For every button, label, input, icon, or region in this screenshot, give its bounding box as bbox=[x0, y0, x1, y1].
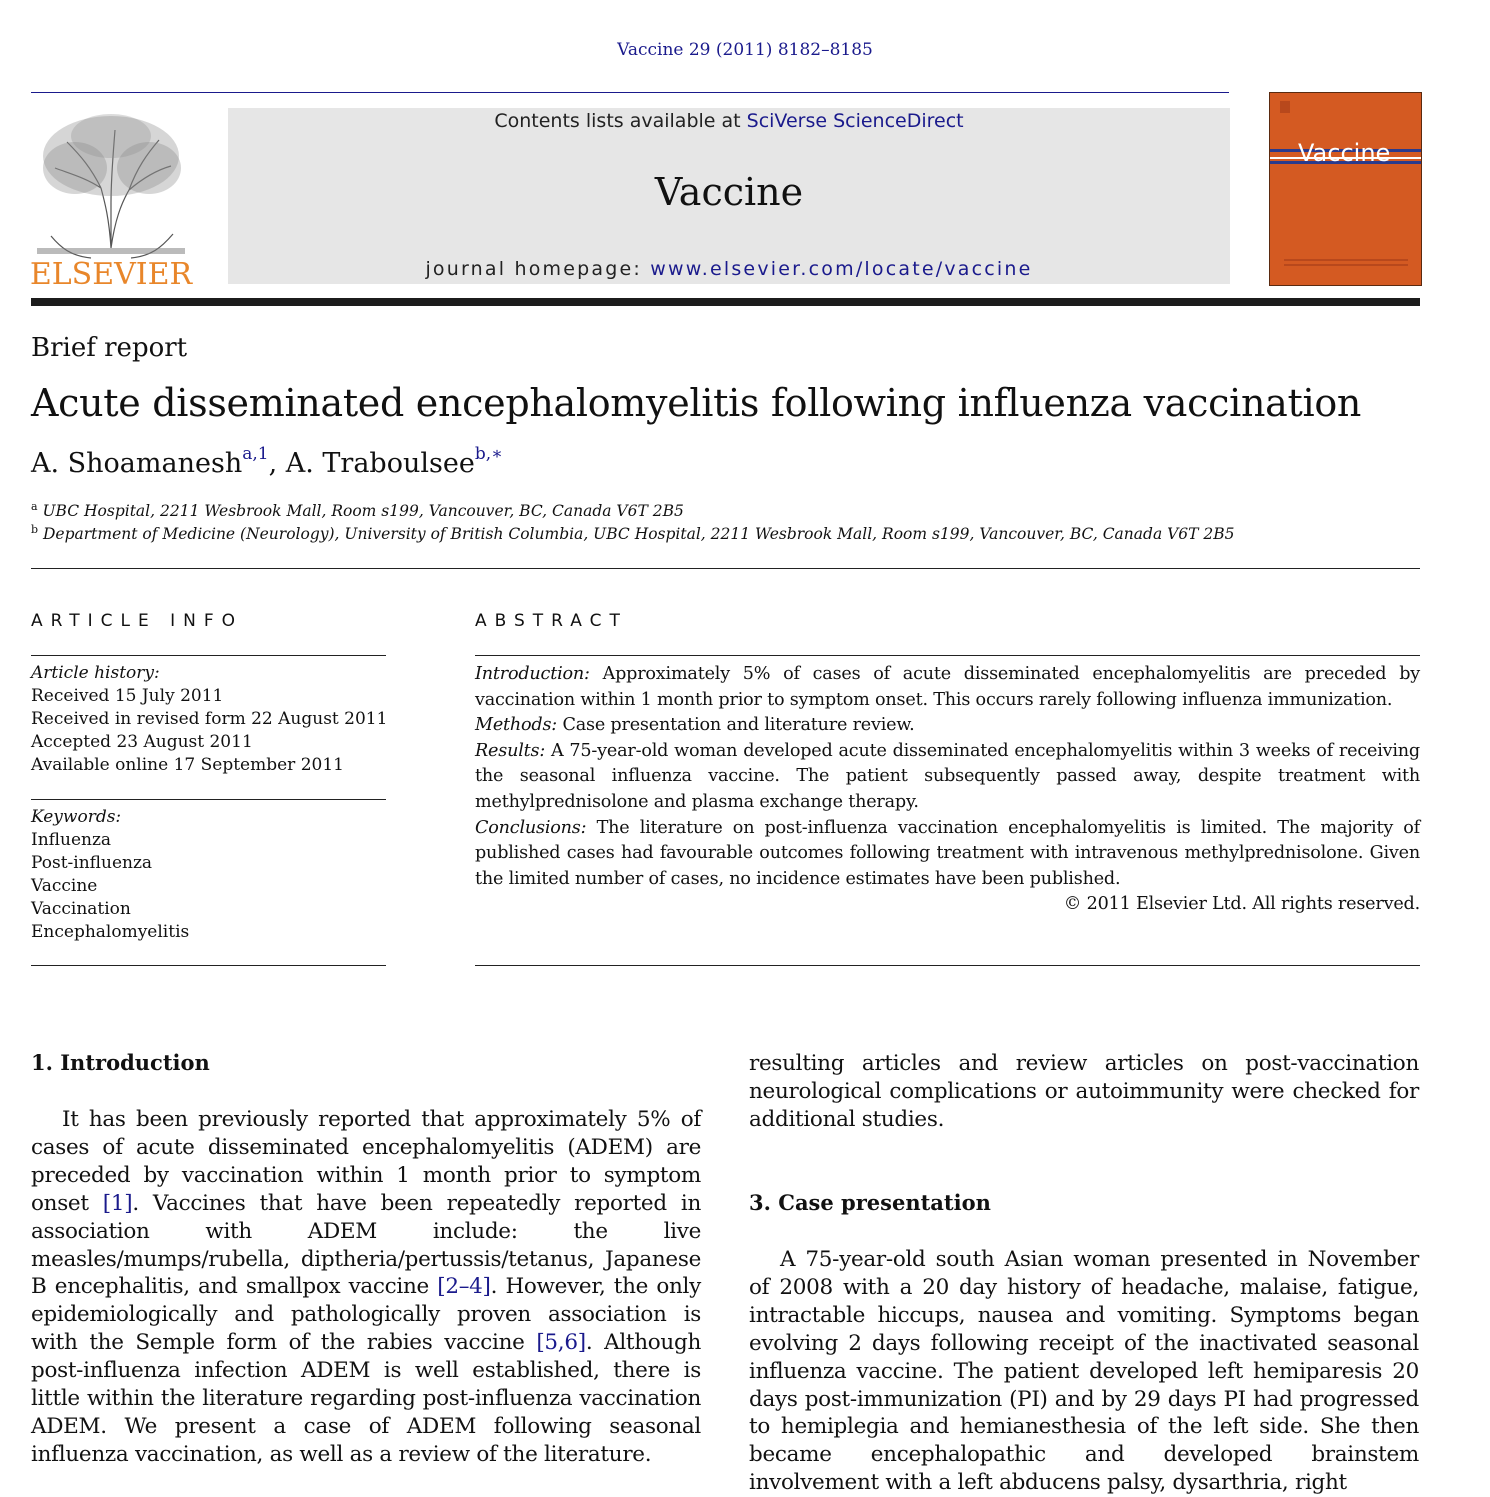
author-list bbox=[31, 444, 503, 479]
affiliation-a bbox=[31, 500, 684, 520]
keyword: Vaccine bbox=[31, 876, 98, 896]
introduction-column bbox=[31, 1106, 701, 1467]
elsevier-wordmark: ELSEVIER bbox=[29, 257, 193, 292]
keywords-block bbox=[31, 806, 189, 944]
intro-text: . Vaccines that have been repeatedly reported in association with ADEM include: the live measles/mumps/rubella, diptheria/pertussis/tetanus, Japanese B encephalitis, and smallpox vaccine bbox=[31, 1190, 701, 1300]
header-top-rule bbox=[31, 92, 1229, 93]
journal-banner bbox=[228, 108, 1230, 284]
abstract-section-label: Conclusions: bbox=[475, 817, 587, 838]
abstract-section-label: Methods: bbox=[475, 715, 558, 736]
elsevier-tree-icon bbox=[29, 108, 193, 292]
history-item: Received in revised form 22 August 2011 bbox=[31, 709, 388, 729]
contents-prefix: Contents lists available at bbox=[494, 110, 747, 132]
elsevier-logo[interactable] bbox=[29, 108, 193, 292]
case-presentation-column bbox=[749, 1246, 1419, 1496]
author-affiliation-mark[interactable]: a,1 bbox=[242, 444, 269, 464]
citation-link[interactable]: [5,6] bbox=[536, 1330, 586, 1356]
sciencedirect-link[interactable]: SciVerse ScienceDirect bbox=[746, 110, 964, 132]
article-type: Brief report bbox=[31, 333, 188, 363]
affiliation-mark: b bbox=[31, 523, 39, 536]
keyword: Vaccination bbox=[31, 899, 131, 919]
intro-text: . However, the only epidemiologically and pathologically proven association is with the Semple form of the rabies vaccine bbox=[31, 1274, 701, 1356]
article-info-heading: ARTICLE INFO bbox=[31, 611, 243, 631]
cover-title: Vaccine bbox=[1298, 139, 1391, 167]
citation-link[interactable]: [1] bbox=[102, 1190, 133, 1216]
keywords-label: Keywords: bbox=[31, 807, 122, 827]
abstract-section-text: The literature on post-influenza vaccination encephalomyelitis is limited. The majority of published cases had favourable outcomes following treatment with intravenous methylprednisolone. Given the limited number of cases, no incidence estimates have been published. bbox=[475, 817, 1420, 889]
author-name[interactable]: A. Shoamanesh bbox=[31, 448, 243, 479]
abstract-conclusions bbox=[475, 816, 1420, 893]
article-info-rule bbox=[31, 655, 386, 656]
continuation-paragraph: resulting articles and review articles on post-vaccination neurological complications or autoimmunity were checked for additional studies. bbox=[749, 1051, 1419, 1132]
history-item: Available online 17 September 2011 bbox=[31, 755, 344, 775]
abstract-rule bbox=[475, 655, 1420, 656]
article-info-bottom-rule bbox=[31, 965, 386, 966]
article-history bbox=[31, 662, 387, 777]
journal-citation[interactable]: Vaccine 29 (2011) 8182–8185 bbox=[617, 40, 873, 60]
history-item: Accepted 23 August 2011 bbox=[31, 732, 253, 752]
article-history-label: Article history: bbox=[31, 663, 160, 683]
introduction-paragraph bbox=[31, 1106, 701, 1469]
author-separator: , bbox=[268, 448, 286, 479]
abstract-body bbox=[475, 662, 1420, 918]
affiliation-rule bbox=[31, 568, 1420, 569]
journal-cover-image[interactable] bbox=[1269, 92, 1422, 286]
introduction-heading: 1. Introduction bbox=[31, 1050, 210, 1075]
affiliation-b bbox=[31, 523, 1235, 543]
abstract-section-label: Introduction: bbox=[475, 664, 590, 684]
article-title: Acute disseminated encephalomyelitis following influenza vaccination bbox=[31, 381, 1362, 425]
cover-art-icon bbox=[1270, 93, 1421, 285]
abstract-introduction bbox=[475, 662, 1420, 713]
journal-title: Vaccine bbox=[654, 170, 804, 214]
case-paragraph: A 75-year-old south Asian woman presented in November of 2008 with a 20 day history of headache, malaise, fatigue, intractable hiccups, nausea and vomiting. Symptoms began evolving 2 days following receipt of the inactivated seasonal influenza vaccine. The patient developed left hemiparesis 20 days post-immunization (PI) and by 29 days PI had progressed to hemiplegia and hemianesthesia of the left side. She then became encephalopathic and developed brainstem involvement with a left abducens palsy, dysarthria, right bbox=[749, 1247, 1419, 1496]
citation-link[interactable]: [2–4] bbox=[437, 1274, 491, 1300]
affiliation-text: UBC Hospital, 2211 Wesbrook Mall, Room s199, Vancouver, BC, Canada V6T 2B5 bbox=[37, 502, 684, 521]
contents-line bbox=[228, 110, 1230, 132]
abstract-methods bbox=[475, 713, 1420, 739]
case-presentation-heading: 3. Case presentation bbox=[749, 1190, 991, 1215]
abstract-section-label: Results: bbox=[475, 740, 546, 761]
abstract-heading: ABSTRACT bbox=[475, 611, 628, 631]
abstract-section-text: Case presentation and literature review. bbox=[557, 715, 915, 736]
homepage-line bbox=[228, 258, 1230, 280]
intro-text: . Although post-influenza infection ADEM is well established, there is little within the literature regarding post-influenza vaccination ADEM. We present a case of ADEM following seasonal influenza vaccination, as well as a review of the literature. bbox=[31, 1330, 701, 1467]
author-name[interactable]: A. Traboulsee bbox=[285, 448, 475, 479]
keyword: Influenza bbox=[31, 830, 112, 850]
keyword: Encephalomyelitis bbox=[31, 922, 190, 942]
abstract-results bbox=[475, 739, 1420, 816]
header-thick-rule bbox=[31, 298, 1420, 306]
history-item: Received 15 July 2011 bbox=[31, 686, 224, 706]
keyword: Post-influenza bbox=[31, 853, 153, 873]
copyright-notice: © 2011 Elsevier Ltd. All rights reserved. bbox=[1063, 894, 1420, 915]
abstract-section-text: Approximately 5% of cases of acute disseminated encephalomyelitis are preceded by vaccination within 1 month prior to symptom onset. This occurs rarely following influenza immunization. bbox=[475, 664, 1420, 710]
author-affiliation-mark[interactable]: b,∗ bbox=[474, 444, 503, 464]
keywords-rule bbox=[31, 799, 386, 800]
intro-text: It has been previously reported that approximately 5% of cases of acute disseminated encephalomyelitis (ADEM) are preceded by vaccination within 1 month prior to symptom onset bbox=[31, 1107, 701, 1216]
abstract-bottom-rule bbox=[475, 965, 1420, 966]
abstract-section-text: A 75-year-old woman developed acute disseminated encephalomyelitis within 3 weeks of receiving the seasonal influenza vaccine. The patient subsequently passed away, despite treatment with methylprednisolone and plasma exchange therapy. bbox=[475, 740, 1420, 812]
homepage-prefix: journal homepage: bbox=[425, 258, 651, 280]
affiliation-mark: a bbox=[31, 500, 38, 513]
homepage-link[interactable]: www.elsevier.com/locate/vaccine bbox=[650, 258, 1033, 280]
affiliation-text: Department of Medicine (Neurology), University of British Columbia, UBC Hospital, 2211 Wesbrook Mall, Room s199, Vancouver, BC, Canada V6T 2B5 bbox=[38, 525, 1235, 544]
methods-continuation bbox=[749, 1050, 1419, 1134]
